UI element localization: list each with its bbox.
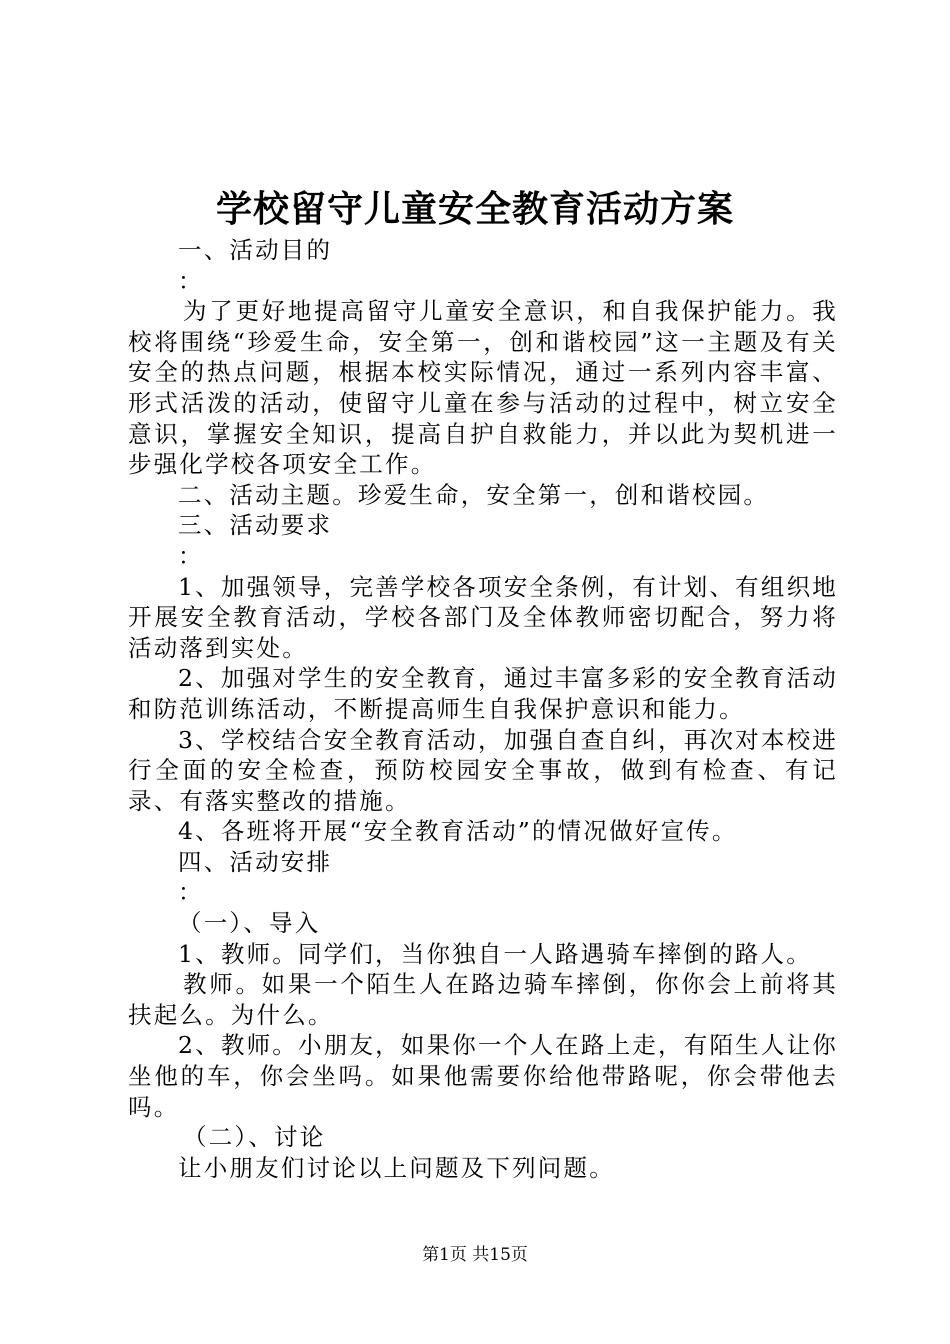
- section-colon-3: ：: [178, 541, 204, 570]
- arrangement-item-1: 1、教师。同学们，当你独自一人路遇骑车摔倒的路人。: [178, 939, 812, 968]
- requirement-item-1: 1、加强领导，完善学校各项安全条例，有计划、有组织地开展安全教育活动，学校各部门及全体教师密切配合，努力将活动落到实处。: [128, 572, 838, 662]
- subsection-heading-1: （一）、导入: [178, 909, 321, 938]
- requirement-item-4: 4、各班将开展“安全教育活动”的情况做好宣传。: [178, 817, 738, 846]
- document-body: [128, 235, 838, 1183]
- section-colon-1: ：: [178, 266, 204, 295]
- arrangement-item-1b: 教师。如果一个陌生人在路边骑车摔倒，你你会上前将其扶起么。为什么。: [128, 970, 838, 1029]
- discussion-paragraph: 让小朋友们讨论以上问题及下列问题。: [178, 1153, 615, 1182]
- arrangement-item-2: 2、教师。小朋友，如果你一个人在路上走，有陌生人让你坐他的车，你会坐吗。如果他需要你给他带路呢，你会带他去吗。: [128, 1031, 838, 1121]
- requirement-item-3: 3、学校结合安全教育活动，加强自查自纠，再次对本校进行全面的安全检查，预防校园安全事故，做到有检查、有记录、有落实整改的措施。: [128, 725, 838, 815]
- paragraph-purpose: 为了更好地提高留守儿童安全意识，和自我保护能力。我校将围绕“珍爱生命，安全第一，创和谐校园”这一主题及有关安全的热点问题，根据本校实际情况，通过一系列内容丰富、形式活泼的活动，使留守儿童在参与活动的过程中，树立安全意识，掌握安全知识，提高自护自救能力，并以此为契机进一步强化学校各项安全工作。: [128, 297, 838, 479]
- requirement-item-2: 2、加强对学生的安全教育，通过丰富多彩的安全教育活动和防范训练活动，不断提高师生自我保护意识和能力。: [128, 664, 838, 723]
- document-title: 学校留守儿童安全教育活动方案: [215, 188, 734, 230]
- section-heading-3: 三、活动要求: [178, 511, 333, 540]
- section-heading-1: 一、活动目的: [178, 236, 333, 264]
- page-number: 第1页 共15页: [422, 1245, 528, 1265]
- section-heading-4: 四、活动安排: [178, 847, 333, 876]
- subsection-heading-2: （二）、讨论: [183, 1123, 326, 1152]
- section-heading-2: 二、活动主题。珍爱生命，安全第一，创和谐校园。: [178, 480, 770, 509]
- section-colon-4: ：: [178, 878, 204, 907]
